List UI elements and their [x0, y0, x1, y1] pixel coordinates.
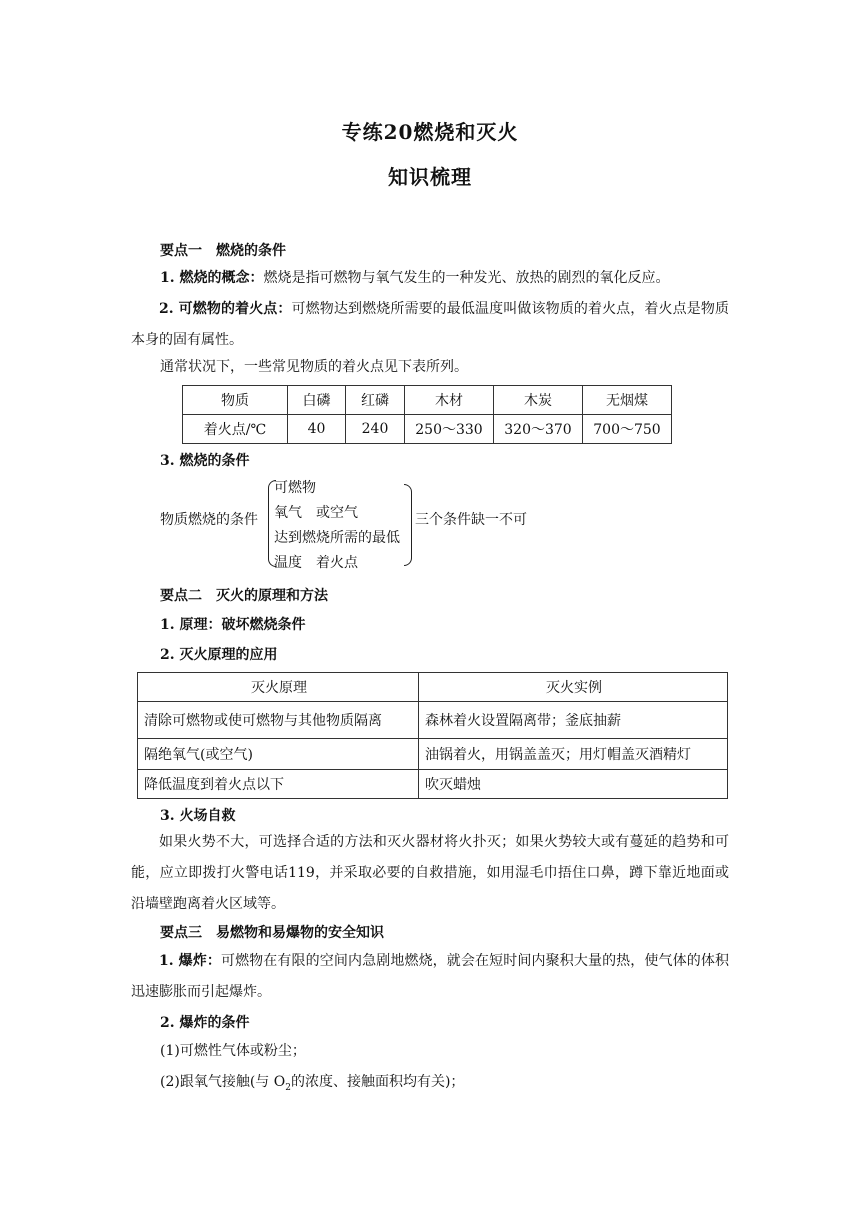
- table-header-row: [183, 386, 672, 415]
- explosion-condition-item: (1)可燃性气体或粉尘；: [160, 1043, 306, 1059]
- extinguish-application-heading: 2. 灭火原理的应用: [160, 647, 278, 663]
- explosion-text: 可燃物在有限的空间内急剧地燃烧，就会在短时间内聚积大量的热，使气体的体积迅速膨胀而引起爆炸。: [131, 953, 729, 1000]
- heading-point-three: 要点三 易燃物和易爆物的安全知识: [160, 925, 384, 941]
- table-header-cell: 木材: [405, 386, 494, 415]
- condition-item: 达到燃烧所需的最低: [274, 530, 400, 546]
- conditions-label: 物质燃烧的条件: [160, 512, 258, 528]
- table-header-cell: 灭火原理: [138, 673, 419, 702]
- fire-self-rescue-heading: 3. 火场自救: [160, 808, 236, 824]
- explosion-conditions-heading: 2. 爆炸的条件: [160, 1015, 250, 1031]
- table-row: [138, 770, 728, 799]
- combustion-concept-text: 燃烧是指可燃物与氧气发生的一种发光、放热的剧烈的氧化反应。: [263, 270, 670, 286]
- table-cell: 隔绝氧气(或空气): [138, 739, 419, 770]
- table-header-row: [138, 673, 728, 702]
- conditions-result: 三个条件缺一不可: [415, 512, 527, 528]
- table-cell: 清除可燃物或使可燃物与其他物质隔离: [138, 702, 419, 739]
- ignition-point-table: [182, 385, 672, 444]
- section-subtitle: 知识梳理: [388, 165, 472, 189]
- table-cell: 240: [346, 415, 405, 444]
- table-cell: 700～750: [583, 415, 672, 444]
- table-row: [183, 415, 672, 444]
- right-brace: [404, 484, 412, 566]
- condition-text-b: 的浓度、接触面积均有关)；: [290, 1074, 465, 1090]
- heading-point-one: 要点一 燃烧的条件: [160, 243, 286, 259]
- table-header-cell: 灭火实例: [419, 673, 728, 702]
- condition-item: 温度 着火点: [274, 555, 358, 571]
- table-row: [138, 702, 728, 739]
- condition-text-a: (2)跟氧气接触(与 O: [160, 1074, 286, 1090]
- table-header-cell: 木炭: [494, 386, 583, 415]
- extinguish-principle: 1. 原理：破坏燃烧条件: [160, 617, 306, 633]
- table-header-cell: 物质: [183, 386, 288, 415]
- table-intro: 通常状况下，一些常见物质的着火点见下表所列。: [160, 359, 468, 375]
- table-cell: 油锅着火，用锅盖盖灭；用灯帽盖灭酒精灯: [419, 739, 728, 770]
- combustion-conditions-heading: 3. 燃烧的条件: [160, 453, 250, 469]
- table-header-cell: 白磷: [288, 386, 346, 415]
- oxygen-subscript: 2: [285, 1082, 291, 1093]
- table-cell: 250～330: [405, 415, 494, 444]
- heading-point-two: 要点二 灭火的原理和方法: [160, 588, 328, 604]
- table-header-cell: 红磷: [346, 386, 405, 415]
- table-cell: 森林着火设置隔离带；釜底抽薪: [419, 702, 728, 739]
- combustion-concept: [160, 268, 670, 288]
- table-cell: 320～370: [494, 415, 583, 444]
- condition-item: 可燃物: [274, 480, 316, 496]
- fire-self-rescue-text: 如果火势不大，可选择合适的方法和灭火器材将火扑灭；如果火势较大或有蔓延的趋势和可能，应立即拨打火警电话119，并采取必要的自救措施，如用湿毛巾捂住口鼻，蹲下靠近地面或沿墙壁跑离着火区域等。: [131, 834, 729, 912]
- ignition-point-paragraph: [131, 294, 729, 356]
- table-cell: 着火点/℃: [183, 415, 288, 444]
- combustion-concept-label: 1. 燃烧的概念：: [160, 270, 264, 286]
- ignition-point-text: 可燃物达到燃烧所需要的最低温度叫做该物质的着火点，着火点是物质本身的固有属性。: [131, 301, 729, 348]
- table-header-cell: 无烟煤: [583, 386, 672, 415]
- condition-item: 氧气 或空气: [274, 505, 358, 521]
- table-cell: 降低温度到着火点以下: [138, 770, 419, 799]
- table-row: [138, 739, 728, 770]
- explosion-condition-item: [160, 1072, 464, 1098]
- extinguish-table: [137, 672, 728, 799]
- ignition-point-label: 2. 可燃物的着火点：: [159, 301, 292, 317]
- table-cell: 40: [288, 415, 346, 444]
- explosion-label: 1. 爆炸：: [159, 953, 221, 969]
- document-title: 专练20燃烧和灭火: [341, 120, 519, 144]
- table-cell: 吹灭蜡烛: [419, 770, 728, 799]
- explosion-paragraph: [131, 946, 729, 1008]
